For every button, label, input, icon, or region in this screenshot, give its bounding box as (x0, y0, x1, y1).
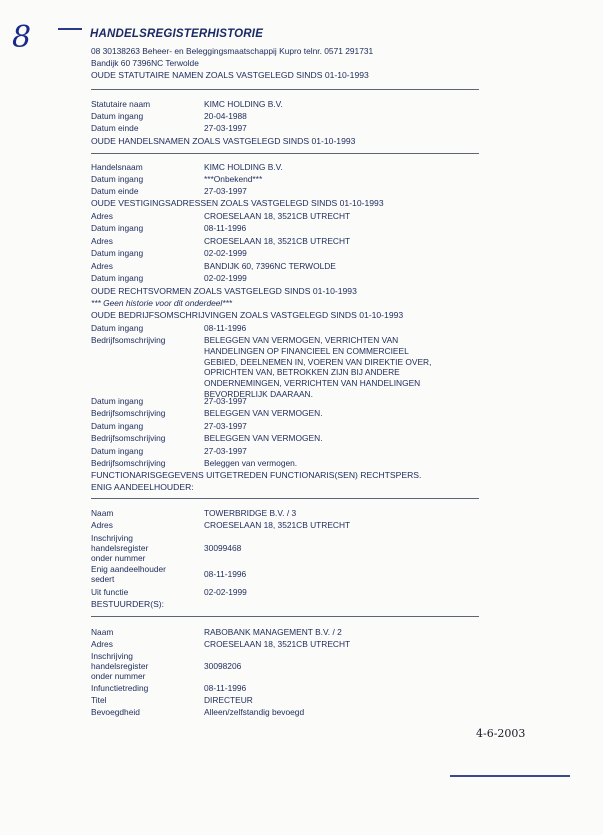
label-bedrijf-datum-3: Datum ingang (91, 421, 144, 431)
value-handelsnaam-ingang: ***Onbekend*** (204, 174, 263, 184)
value-adres-1: CROESELAAN 18, 3521CB UTRECHT (204, 211, 351, 221)
footer-line (450, 775, 570, 777)
value-adres-2: CROESELAAN 18, 3521CB UTRECHT (204, 236, 351, 246)
section-vestigingsadressen: OUDE VESTIGINGSADRESSEN ZOALS VASTGELEGD SINDS 01-10-1993 (91, 198, 384, 208)
label-aandeelhouder-naam: Naam (91, 508, 114, 518)
label-bedrijfsomschrijving-2: Bedrijfsomschrijving (91, 408, 166, 418)
value-adres-datum-2: 02-02-1999 (204, 248, 247, 258)
label-bestuurder-naam: Naam (91, 627, 114, 637)
value-bedrijfsomschrijving-4: Beleggen van vermogen. (204, 458, 298, 468)
label-aandeelhouder-inschrijving-2: handelsregister (91, 543, 149, 553)
value-aandeelhouder-sedert: 08-11-1996 (204, 569, 247, 579)
value-bedrijf-datum-4: 27-03-1997 (204, 446, 247, 456)
handwritten-page-number: 8 (12, 20, 32, 55)
label-aandeelhouder-adres: Adres (91, 520, 113, 530)
value-aandeelhouder-adres: CROESELAAN 18, 3521CB UTRECHT (204, 520, 351, 530)
divider-1 (91, 89, 479, 90)
value-bedrijf-datum-2: 27-03-1997 (204, 396, 247, 406)
page-title: HANDELSREGISTERHISTORIE (90, 28, 264, 40)
label-handelsnaam-einde: Datum einde (91, 186, 139, 196)
value-bevoegdheid: Alleen/zelfstandig bevoegd (204, 707, 305, 717)
geen-historie-note: *** Geen historie voor dit onderdeel*** (91, 298, 233, 308)
address-line: Bandijk 60 7396NC Terwolde (91, 58, 199, 68)
label-statutaire-ingang: Datum ingang (91, 111, 144, 121)
label-adres-datum-2: Datum ingang (91, 248, 144, 258)
divider-3 (91, 498, 479, 499)
label-bestuurder-adres: Adres (91, 639, 113, 649)
company-line: 08 30138263 Beheer- en Beleggingsmaatschappij Kupro telnr. 0571 291731 (91, 46, 374, 56)
label-statutaire-einde: Datum einde (91, 123, 139, 133)
label-infunctietreding: Infunctietreding (91, 683, 149, 693)
label-aandeelhouder-inschrijving-3: onder nummer (91, 553, 146, 563)
label-enig-aandeelhouder-2: sedert (91, 574, 115, 584)
label-adres-datum-1: Datum ingang (91, 223, 144, 233)
section-bedrijfsomschrijvingen: OUDE BEDRIJFSOMSCHRIJVINGEN ZOALS VASTGELEGD SINDS 01-10-1993 (91, 310, 404, 320)
label-adres-1: Adres (91, 211, 113, 221)
label-bestuurder-inschrijving-1: Inschrijving (91, 651, 133, 661)
section-rechtsvormen: OUDE RECHTSVORMEN ZOALS VASTGELEGD SINDS 01-10-1993 (91, 286, 357, 296)
value-bestuurder-naam: RABOBANK MANAGEMENT B.V. / 2 (204, 627, 342, 637)
label-handelsnaam: Handelsnaam (91, 162, 143, 172)
label-adres-3: Adres (91, 261, 113, 271)
label-uit-functie: Uit functie (91, 587, 129, 597)
label-bedrijf-datum-2: Datum ingang (91, 396, 144, 406)
label-bedrijf-datum-1: Datum ingang (91, 323, 144, 333)
value-handelsnaam-einde: 27-03-1997 (204, 186, 247, 196)
value-adres-datum-3: 02-02-1999 (204, 273, 247, 283)
label-bedrijfsomschrijving-4: Bedrijfsomschrijving (91, 458, 166, 468)
label-adres-2: Adres (91, 236, 113, 246)
label-bestuurder-inschrijving-3: onder nummer (91, 671, 146, 681)
value-handelsnaam: KIMC HOLDING B.V. (204, 162, 283, 172)
label-bedrijfsomschrijving-3: Bedrijfsomschrijving (91, 433, 166, 443)
value-adres-3: BANDIJK 60, 7396NC TERWOLDE (204, 261, 336, 271)
divider-2 (91, 153, 479, 154)
handwritten-date: 4-6-2003 (476, 727, 526, 740)
value-aandeelhouder-naam: TOWERBRIDGE B.V. / 3 (204, 508, 297, 518)
value-statutaire-naam: KIMC HOLDING B.V. (204, 99, 283, 109)
value-bestuurder-adres: CROESELAAN 18, 3521CB UTRECHT (204, 639, 351, 649)
value-statutaire-einde: 27-03-1997 (204, 123, 247, 133)
value-titel: DIRECTEUR (204, 695, 253, 705)
value-statutaire-ingang: 20-04-1988 (204, 111, 247, 121)
value-infunctietreding: 08-11-1996 (204, 683, 247, 693)
title-dash-line (58, 28, 82, 30)
value-bedrijfsomschrijving-1: BELEGGEN VAN VERMOGEN, VERRICHTEN VAN HANDELINGEN OP FINANCIEEL EN COMMERCIEEL GEBIED, DEELNEMEN IN, VOEREN VAN DIREKTIE OVER, OPRICHTEN VAN, BETROKKEN ZIJN BIJ ANDERE ONDERNEMINGEN, VERRICHTEN VAN HANDELINGEN BEVORDERLIJK DAARAAN. (204, 335, 432, 399)
value-bedrijfsomschrijving-2: BELEGGEN VAN VERMOGEN. (204, 408, 323, 418)
label-bedrijfsomschrijving-1: Bedrijfsomschrijving (91, 335, 166, 345)
value-bestuurder-nummer: 30098206 (204, 661, 242, 671)
section-functionarisgegevens: FUNCTIONARISGEGEVENS UITGETREDEN FUNCTIONARIS(SEN) RECHTSPERS. (91, 470, 422, 480)
section-bestuurders: BESTUURDER(S): (91, 599, 165, 609)
value-uit-functie: 02-02-1999 (204, 587, 247, 597)
label-titel: Titel (91, 695, 107, 705)
label-bevoegdheid: Bevoegdheid (91, 707, 140, 717)
section-enig-aandeelhouder: ENIG AANDEELHOUDER: (91, 482, 194, 492)
label-adres-datum-3: Datum ingang (91, 273, 144, 283)
label-aandeelhouder-inschrijving-1: Inschrijving (91, 533, 133, 543)
value-bedrijfsomschrijving-3: BELEGGEN VAN VERMOGEN. (204, 433, 323, 443)
value-aandeelhouder-nummer: 30099468 (204, 543, 242, 553)
label-enig-aandeelhouder-1: Enig aandeelhouder (91, 564, 166, 574)
section-handelsnamen: OUDE HANDELSNAMEN ZOALS VASTGELEGD SINDS 01-10-1993 (91, 136, 356, 146)
label-handelsnaam-ingang: Datum ingang (91, 174, 144, 184)
divider-4 (91, 616, 479, 617)
label-bedrijf-datum-4: Datum ingang (91, 446, 144, 456)
label-statutaire-naam: Statutaire naam (91, 99, 151, 109)
value-bedrijf-datum-1: 08-11-1996 (204, 323, 247, 333)
value-adres-datum-1: 08-11-1996 (204, 223, 247, 233)
section-statutaire: OUDE STATUTAIRE NAMEN ZOALS VASTGELEGD SINDS 01-10-1993 (91, 70, 369, 80)
value-bedrijf-datum-3: 27-03-1997 (204, 421, 247, 431)
label-bestuurder-inschrijving-2: handelsregister (91, 661, 149, 671)
